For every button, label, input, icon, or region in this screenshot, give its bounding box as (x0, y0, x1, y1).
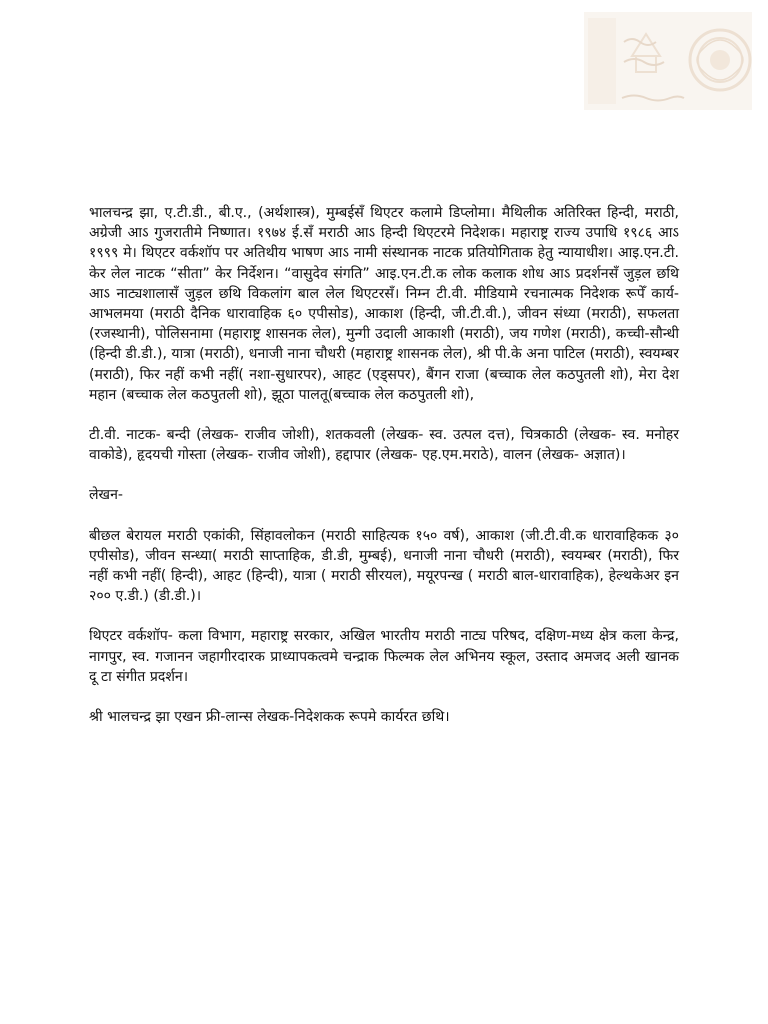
theatre-workshop-paragraph: थिएटर वर्कशॉप- कला विभाग, महाराष्ट्र सरकार, अखिल भारतीय मराठी नाट्य परिषद, दक्षिण-मध्य क्षेत्र कला केन्द्र, नागपुर, स्व. गजानन जहागीरदारक प्राध्यापकत्वमे चन्द्राक फिल्मक लेल अभिनय स्कूल, उस्ताद अमजद अली खानक दू टा संगीत प्रदर्शन। (89, 628, 679, 685)
writing-list-paragraph: बीछल बेरायल मराठी एकांकी, सिंहावलोकन (मराठी साहित्यक १५० वर्ष), आकाश (जी.टी.वी.क धारावाहिकक ३० एपीसोड), जीवन सन्ध्या( मराठी साप्ताहिक, डी.डी, मुम्बई), धनाजी नाना चौधरी (मराठी), स्वयम्बर (मराठी), फिर नहीं कभी नहीं( हिन्दी), आहट (हिन्दी), यात्रा ( मराठी सीरयल), मयूरपन्ख ( मराठी बाल-धारावाहिक), हेल्थकेअर इन २०० ए.डी.) (डी.डी.)। (89, 527, 679, 605)
logo-watermark (584, 12, 752, 110)
ornamental-seal-icon (584, 12, 752, 110)
current-status-paragraph: श्री भालचन्द्र झा एखन फ्री-लान्स लेखक-निदेशकक रूपमे कार्यरत छथि। (89, 709, 450, 726)
biography-paragraph: भालचन्द्र झा, ए.टी.डी., बी.ए., (अर्थशास्त्र), मुम्बईसँ थिएटर कलामे डिप्लोमा। मैथिलीक अतिरिक्त हिन्दी, मराठी, अग्रेजी आऽ गुजरातीमे निष्णात। १९७४ ई.सँ मराठी आऽ हिन्दी थिएटरमे निदेशक। महाराष्ट्र राज्य उपाधि १९८६ आऽ १९९९ मे। थिएटर वर्कशॉप पर अतिथीय भाषण आऽ नामी संस्थानक नाटक प्रतियोगिताक हेतु न्यायाधीश। आइ.एन.टी. केर लेल नाटक “सीता” केर निर्देशन। “वासुदेव संगति” आइ.एन.टी.क लोक कलाक शोध आऽ प्रदर्शनसँ जुड़ल छथि आऽ नाट्यशालासँ जुड़ल छथि विकलांग बाल लेल थिएटरसँ। निम्न टी.वी. मीडियामे रचनात्मक निदेशक रूपेँ कार्य- आभलमया (मराठी दैनिक धारावाहिक ६० एपीसोड), आकाश (हिन्दी, जी.टी.वी.), जीवन संध्या (मराठी), सफलता (रजस्थानी), पोलिसनामा (महाराष्ट्र शासनक लेल), मुन्गी उदाली आकाशी (मराठी), जय गणेश (मराठी), कच्ची-सौन्धी (हिन्दी डी.डी.), यात्रा (मराठी), धनाजी नाना चौधरी (महाराष्ट्र शासनक लेल), श्री पी.के अना पाटिल (मराठी), स्वयम्बर (मराठी), फिर नहीं कभी नहीं( नशा-सुधारपर), आहट (एड्सपर), बैंगन राजा (बच्चाक लेल कठपुतली शो), मेरा देश महान (बच्चाक लेल कठपुतली शो), झूठा पालतू(बच्चाक लेल कठपुतली शो), (89, 205, 679, 403)
tv-plays-paragraph: टी.वी. नाटक- बन्दी (लेखक- राजीव जोशी), शतकवली (लेखक- स्व. उत्पल दत्त), चित्रकाठी (लेखक- स्व. मनोहर वाकोडे), हृदयची गोस्ता (लेखक- राजीव जोशी), हद्दापार (लेखक- एह.एम.मराठे), वालन (लेखक- अज्ञात)। (89, 427, 679, 464)
writing-heading: लेखन- (89, 487, 123, 504)
document-body (89, 203, 679, 727)
